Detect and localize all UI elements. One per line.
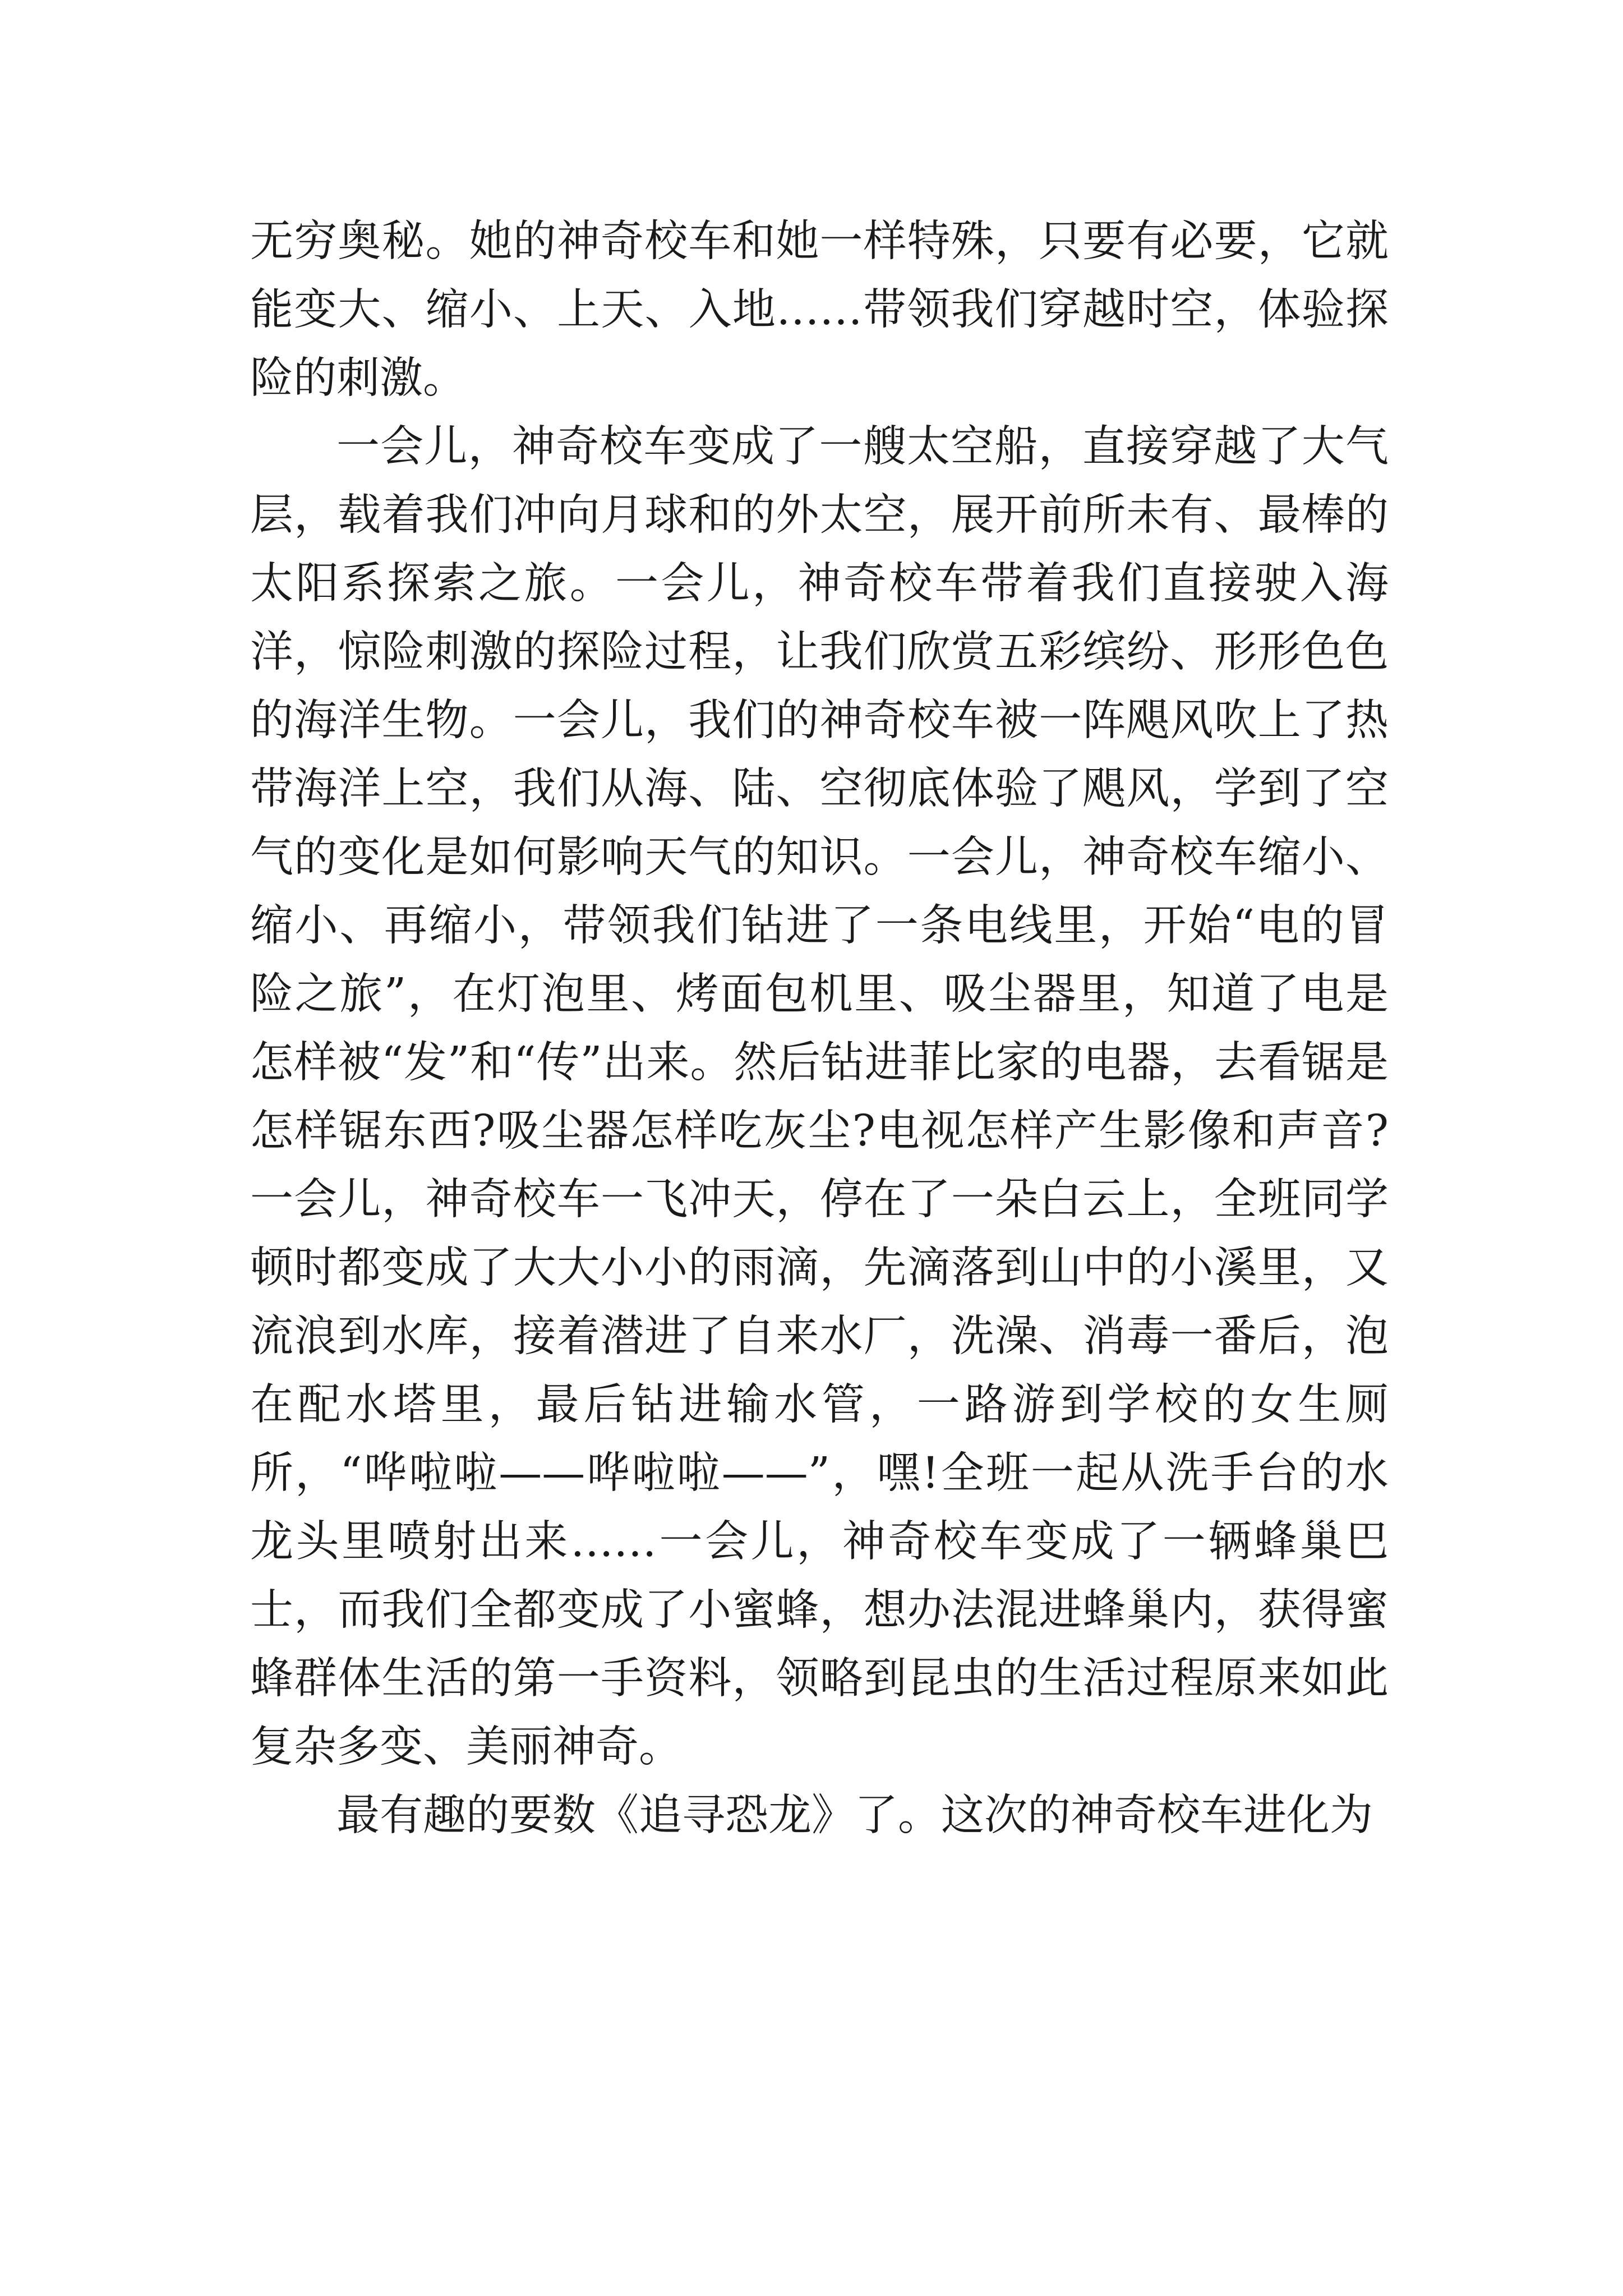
paragraph-continuation: 无穷奥秘。她的神奇校车和她一样特殊，只要有必要，它就能变大、缩小、上天、入地……带领我们穿越时空，体验探险的刺激。: [250, 217, 1389, 403]
paragraph-dinosaur-intro: 最有趣的要数《追寻恐龙》了。这次的神奇校车进化为: [336, 1791, 1373, 1841]
body-text: [250, 208, 1389, 1850]
paragraph-magic-school-bus-adventures: 一会儿，神奇校车变成了一艘太空船，直接穿越了大气层，载着我们冲向月球和的外太空，展开前所未有、最棒的太阳系探索之旅。一会儿，神奇校车带着我们直接驶入海洋，惊险刺激的探险过程，让我们欣赏五彩缤纷、形形色色的海洋生物。一会儿，我们的神奇校车被一阵飓风吹上了热带海洋上空，我们从海、陆、空彻底体验了飓风，学到了空气的变化是如何影响天气的知识。一会儿，神奇校车缩小、缩小、再缩小，带领我们钻进了一条电线里，开始“电的冒险之旅”，在灯泡里、烤面包机里、吸尘器里，知道了电是怎样被“发”和“传”出来。然后钻进菲比家的电器，去看锯是怎样锯东西?吸尘器怎样吃灰尘?电视怎样产生影像和声音?一会儿，神奇校车一飞冲天，停在了一朵白云上，全班同学顿时都变成了大大小小的雨滴，先滴落到山中的小溪里，又流浪到水库，接着潜进了自来水厂，洗澡、消毒一番后，泡在配水塔里，最后钻进输水管，一路游到学校的女生厕所，“哗啦啦——哗啦啦——”，嘿!全班一起从洗手台的水龙头里喷射出来……一会儿，神奇校车变成了一辆蜂巢巴士，而我们全都变成了小蜜蜂，想办法混进蜂巢内，获得蜜蜂群体生活的第一手资料，领略到昆虫的生活过程原来如此复杂多变、美丽神奇。: [250, 422, 1389, 1772]
